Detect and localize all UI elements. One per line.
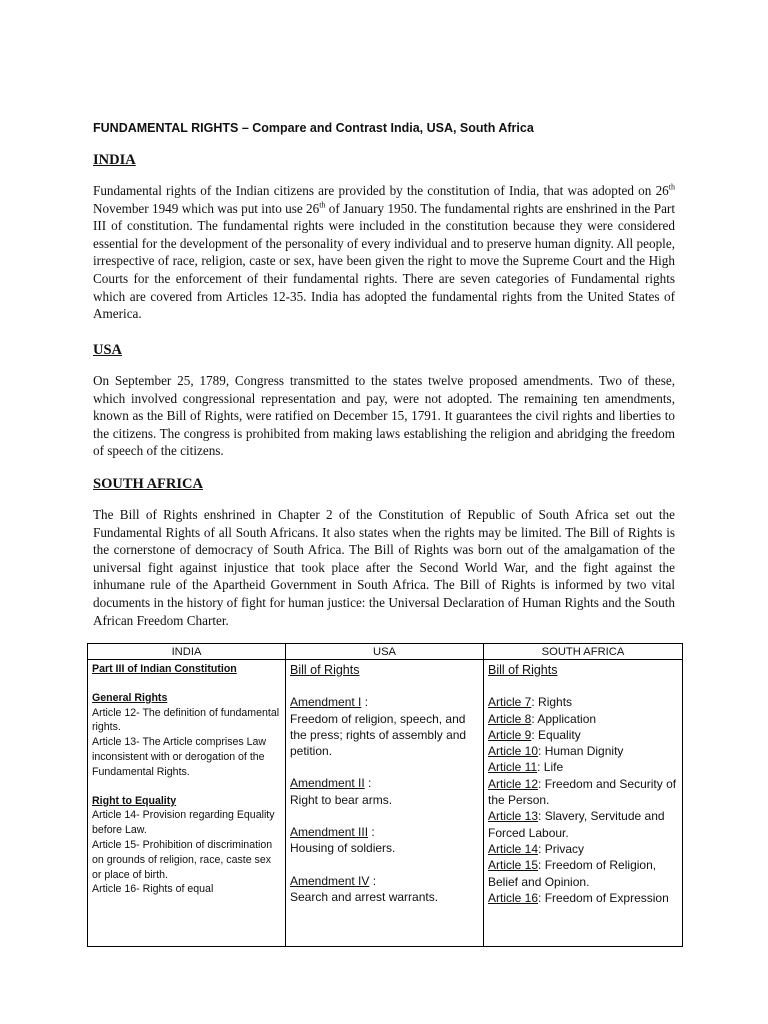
sa-article-label: Article 9 — [488, 727, 532, 742]
sa-article — [488, 808, 678, 841]
amendment-text: Freedom of religion, speech, and the press; rights of assembly and petition. — [290, 711, 467, 759]
sa-article-label: Article 12 — [488, 776, 539, 791]
amendment-3 — [290, 824, 479, 840]
amendment-label: Amendment IV — [290, 873, 370, 888]
sa-article-label: Article 10 — [488, 744, 539, 759]
sa-article — [488, 890, 678, 906]
sa-article-text: : Freedom of Religion, Belief and Opinion. — [488, 858, 657, 889]
sa-article-text: : Slavery, Servitude and Forced Labour. — [488, 809, 665, 840]
table-row — [88, 660, 683, 947]
amendment-suffix: : — [361, 695, 369, 710]
sa-article-label: Article 13 — [488, 809, 539, 824]
india-part: Part III of Indian Constitution — [92, 663, 237, 675]
document-title: FUNDAMENTAL RIGHTS – Compare and Contrast India, USA, South Africa — [93, 121, 534, 135]
sa-article — [488, 727, 678, 743]
amendment-text: Search and arrest warrants. — [290, 889, 439, 904]
amendment-1 — [290, 694, 479, 710]
sa-article-text: : Life — [537, 760, 564, 775]
india-equality-heading: Right to Equality — [92, 794, 177, 807]
sa-article-label: Article 7 — [488, 695, 532, 710]
sa-article-label: Article 15 — [488, 858, 539, 873]
header-india: INDIA — [88, 644, 286, 660]
heading-usa: USA — [93, 342, 123, 358]
south-africa-paragraph: The Bill of Rights enshrined in Chapter 2 of the Constitution of Republic of South Africa set out the Fundamental Rights of all South Africans. It also states when the rights may be limited. The Bill of Rights is the cornerstone of democracy of South Africa. The Bill of Rights was born out of the amalgamation of the universal fight against injustice that took place after the Second World War, and the fight against the inhumane rule of the Apartheid Government in South Africa. The Bill of Rights is informed by two vital documents in the history of fight for human justice: the Universal Declaration of Human Rights and the South African Freedom Charter. — [93, 507, 675, 628]
sa-article — [488, 841, 678, 857]
sa-article-text: : Rights — [531, 695, 573, 710]
sa-title: Bill of Rights — [488, 663, 558, 677]
india-cell — [88, 660, 286, 947]
sa-article-text: : Freedom of Expression — [538, 890, 669, 905]
header-usa: USA — [286, 644, 484, 660]
india-equality-item: Article 14- Provision regarding Equality before Law. — [92, 809, 275, 837]
south-africa-cell — [484, 660, 683, 947]
sa-article-label: Article 11 — [488, 760, 538, 775]
amendment-text: Housing of soldiers. — [290, 841, 396, 856]
comparison-table — [87, 643, 683, 947]
india-sup-2: th — [319, 200, 326, 210]
amendment-4 — [290, 873, 479, 889]
usa-paragraph: On September 25, 1789, Congress transmitted to the states twelve proposed amendments. Two of these, which involved congressional representation and pay, were not adopted. The remaining ten amendments, known as the Bill of Rights, were ratified on December 15, 1791. It guarantees the civil rights and liberties to the citizens. The congress is prohibited from making laws establishing the religion and abridging the freedom of speech of the citizens. — [93, 373, 675, 459]
sa-article-text: : Privacy — [538, 841, 585, 856]
india-text-1: Fundamental rights of the Indian citizens are provided by the constitution of India, that was adopted on 26 — [93, 183, 669, 198]
sa-article — [488, 743, 678, 759]
amendment-label: Amendment III — [290, 825, 369, 840]
amendment-suffix: : — [364, 776, 372, 791]
sa-article-text: : Human Dignity — [538, 744, 624, 759]
amendment-suffix: : — [369, 873, 377, 888]
india-equality-item: Article 15- Prohibition of discrimination on grounds of religion, race, caste sex or place of birth. — [92, 838, 273, 881]
amendment-suffix: : — [368, 825, 375, 840]
sa-article — [488, 857, 678, 890]
india-sup-1: th — [668, 182, 675, 192]
india-equality-item: Article 16- Rights of equal — [92, 883, 214, 896]
sa-article — [488, 694, 678, 710]
sa-article — [488, 711, 678, 727]
heading-south-africa: SOUTH AFRICA — [93, 476, 203, 492]
sa-article-label: Article 8 — [488, 711, 532, 726]
usa-title: Bill of Rights — [290, 663, 360, 677]
sa-article — [488, 759, 678, 775]
amendment-label: Amendment I — [290, 695, 362, 710]
table-header-row — [88, 644, 683, 660]
sa-article-text: : Equality — [531, 727, 581, 742]
india-text-3: of January 1950. The fundamental rights are enshrined in the Part III of constitution. The fundamental rights were included in the constitution because they were considered essential for the development of the personality of every individual and to preserve human dignity. All people, irrespective of race, religion, caste or sex, have been given the right to move the Supreme Court and the High Courts for the enforcement of their fundamental rights. There are seven categories of Fundamental rights which are covered from Articles 12-35. India has adopted the fundamental rights from the United States of America. — [93, 200, 675, 322]
sa-article — [488, 776, 678, 809]
amendment-text: Right to bear arms. — [290, 792, 393, 807]
sa-article-label: Article 16 — [488, 890, 539, 905]
india-paragraph — [93, 182, 675, 323]
heading-india: INDIA — [93, 152, 136, 168]
india-text-2: November 1949 which was put into use 26 — [93, 200, 320, 216]
header-south-africa: SOUTH AFRICA — [484, 644, 683, 660]
amendment-2 — [290, 775, 479, 791]
sa-article-text: : Freedom and Security of the Person. — [488, 776, 677, 808]
sa-article-text: : Application — [531, 711, 597, 726]
sa-article-label: Article 14 — [488, 841, 539, 856]
india-general-item: Article 13- The Article comprises Law inconsistent with or derogation of the Fundamental Rights. — [92, 736, 267, 778]
india-general-heading: General Rights — [92, 691, 168, 704]
india-general-item: Article 12- The definition of fundamental rights. — [92, 706, 280, 734]
amendment-label: Amendment II — [290, 776, 365, 791]
usa-cell — [286, 660, 484, 947]
